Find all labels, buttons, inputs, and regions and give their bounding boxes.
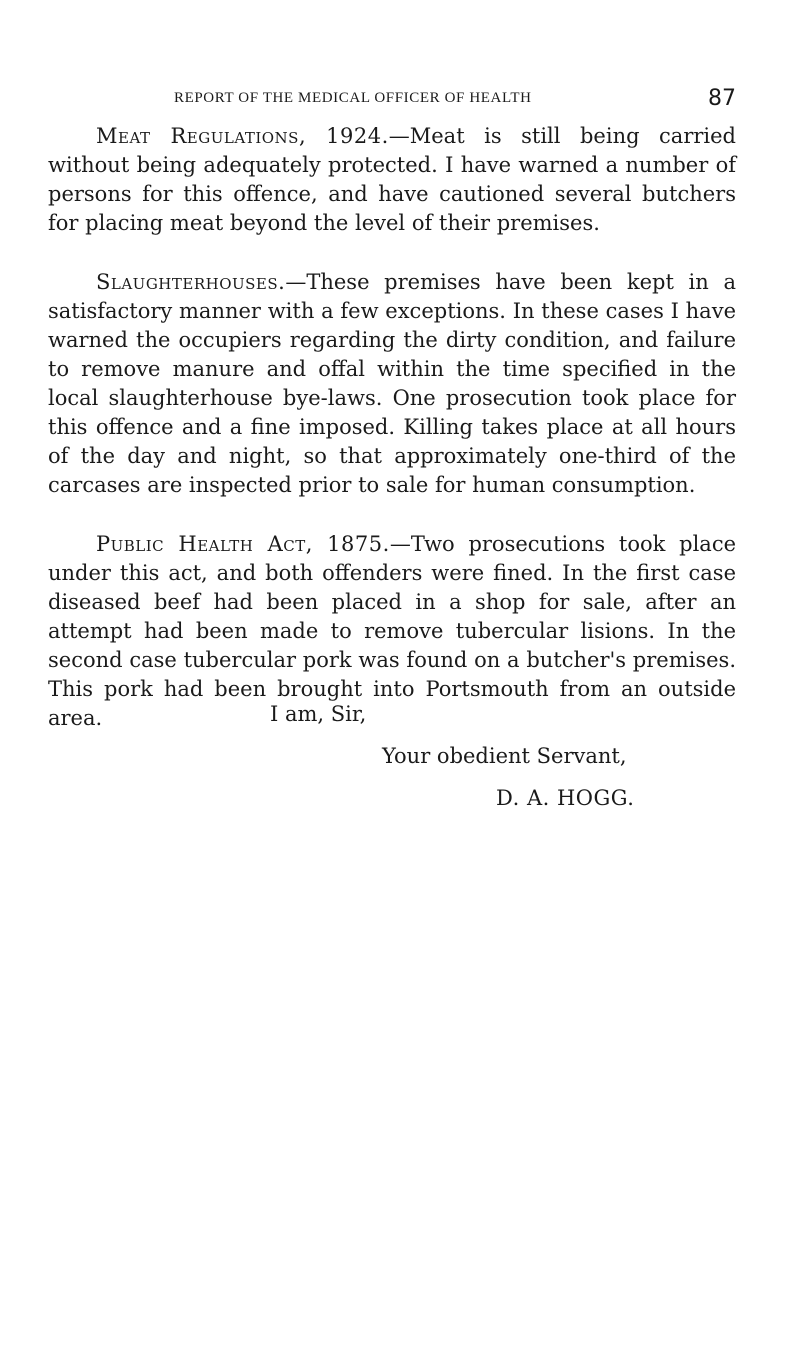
valediction: Your obedient Servant,: [382, 744, 627, 768]
page-number: 87: [708, 86, 736, 111]
paragraph-meat-regulations: [48, 122, 736, 238]
paragraph-heading: Meat Regulations, 1924.: [96, 124, 389, 148]
paragraph-text: —Meat is still being carried without being adequately protected. I have warned a number of persons for this offence, and have cautioned several butchers for placing meat beyond the level of their premises.: [48, 124, 736, 235]
body-text: [48, 122, 736, 763]
signature: D. A. HOGG.: [496, 786, 635, 810]
running-head: REPORT OF THE MEDICAL OFFICER OF HEALTH: [174, 90, 532, 106]
paragraph-heading: Slaughterhouses.: [96, 270, 286, 294]
page-header: [48, 86, 736, 114]
paragraph-heading: Public Health Act, 1875.: [96, 532, 390, 556]
paragraph-text: —Two prosecutions took place under this act, and both offenders were fined. In the first case diseased beef had been placed in a shop for sale, after an attempt had been made to remove tubercular lisions. In the second case tubercular pork was found on a butcher's premises. This pork had been brought into Portsmouth from an outside area.: [48, 532, 737, 730]
paragraph-text: —These premises have been kept in a satisfactory manner with a few exceptions. In these cases I have warned the occupiers regarding the dirty condition, and failure to remove manure and offal within the time specified in the local slaughterhouse bye-laws. One prosecution took place for this offence and a fine imposed. Killing takes place at all hours of the day and night, so that approximately one-third of the carcases are inspected prior to sale for human consumption.: [48, 270, 736, 497]
paragraph-public-health-act: [48, 530, 736, 733]
paragraph-slaughterhouses: [48, 268, 736, 500]
salutation: I am, Sir,: [270, 702, 367, 726]
